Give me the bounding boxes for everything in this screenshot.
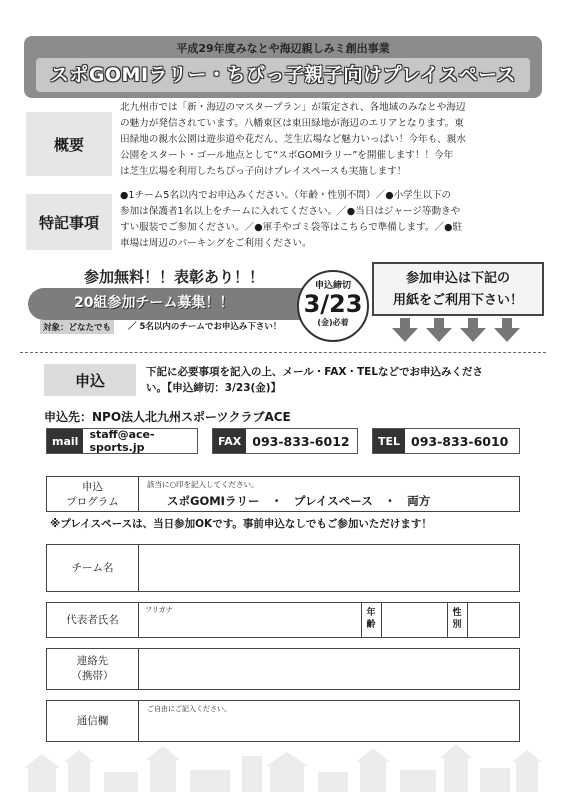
fax-contact (212, 428, 358, 454)
notes-text (120, 188, 540, 252)
tel-contact (372, 428, 520, 454)
team-name-row (46, 544, 520, 592)
cut-line (20, 352, 546, 353)
target-text: ／ 5名以内のチームでお申込み下さい！ (128, 322, 282, 332)
sex-label-2: 別 (452, 620, 462, 630)
program-row (46, 476, 520, 512)
notes-label: 特記事項 (26, 194, 112, 250)
furigana-label: フリガナ (145, 606, 173, 614)
overview-line: 公園をスタート・ゴール地点として“スポGOMIラリー”を開催します！！今年 (120, 150, 454, 161)
deadline-bottom: (金)必着 (317, 318, 349, 327)
program-label (47, 477, 139, 511)
age-field[interactable] (383, 603, 447, 637)
application-line-1: 下記に必要事項を記入の上、メール・FAX・TELなどでお申込みくださ (146, 366, 484, 378)
overview-label: 概要 (26, 112, 112, 176)
contact-row (46, 648, 520, 690)
overview-line: 田緑地の親水公園は遊歩道や花だん、芝生広場など魅力いっぱい！今年も、親水 (120, 134, 466, 145)
program-label-line-1: 申込 (82, 481, 103, 493)
apply-line-1: 参加申込は下記の (405, 271, 510, 286)
representative-name-field[interactable] (141, 603, 361, 637)
program-options[interactable]: スポGOMIラリー ・ プレイスペース ・ 両方 (167, 494, 431, 508)
application-text (146, 364, 542, 396)
program-note: 該当に○印を記入してください。 (147, 480, 259, 489)
contact-label (47, 649, 139, 689)
age-label-2: 齢 (366, 620, 376, 630)
recruit-text: 20組参加チーム募集！！ (74, 295, 234, 311)
free-entry-heading: 参加無料！！表彰あり！！ (84, 268, 265, 286)
deadline-date: 3/23 (303, 290, 363, 318)
header-banner (24, 36, 542, 98)
communication-note: ご自由にご記入ください。 (147, 705, 231, 713)
arrow-down-icon (494, 318, 520, 342)
deadline-badge (297, 270, 369, 342)
age-label (365, 607, 377, 631)
mail-tag: mail (47, 429, 83, 453)
program-label-line-2: プログラム (66, 496, 119, 508)
event-subtitle: 平成29年度みなとや海辺親しみミ創出事業 (176, 42, 390, 55)
notes-line: ●1チーム5名以内でお申込みください。（年齢・性別不問）／●小学生以下の (120, 190, 452, 201)
apply-line-2: 用紙をご利用下さい！ (392, 293, 523, 308)
overview-line: の魅力が発信されています。八幡東区は東田緑地が海辺のエリアとなります。東 (120, 118, 464, 129)
divider (447, 603, 448, 637)
representative-row (46, 602, 520, 638)
divider (361, 603, 362, 637)
houses-decoration (24, 732, 542, 792)
arrow-down-icon (460, 318, 486, 342)
communication-label: 通信欄 (47, 701, 139, 741)
notes-line: 参加は保護者1名以上をチームに入れてください。／●当日はジャージ等動きや (120, 206, 461, 217)
sex-label (451, 607, 463, 631)
fax-number: 093-833-6012 (252, 433, 350, 449)
sex-field[interactable] (469, 603, 519, 637)
application-label: 申込 (44, 364, 136, 396)
application-line-2: い。【申込締切：3/23(金)】 (146, 382, 282, 394)
down-arrows (392, 318, 520, 342)
overview-line: は芝生広場を利用したちびっ子向けプレイスペースも実施します！ (120, 166, 407, 177)
event-title-bar (36, 58, 530, 92)
contact-label-2: （携帯） (71, 670, 114, 682)
contact-field[interactable] (141, 649, 519, 689)
tel-tag: TEL (373, 429, 405, 453)
organization: 申込先：NPO法人北九州スポーツクラブACE (44, 410, 291, 424)
representative-label: 代表者氏名 (47, 603, 139, 637)
arrow-down-icon (392, 318, 418, 342)
play-space-note: ※プレイスペースは、当日参加OKです。事前申込なしでもご参加いただけます！ (50, 518, 432, 530)
event-title: スポGOMIラリー・ちびっ子親子向けプレイスペース (49, 64, 517, 86)
team-name-field[interactable] (141, 545, 519, 591)
arrow-down-icon (426, 318, 452, 342)
team-name-label: チーム名 (47, 545, 139, 591)
tel-number: 093-833-6010 (411, 433, 509, 449)
age-label-1: 年 (366, 608, 376, 618)
fax-tag: FAX (213, 429, 246, 453)
notes-line: 車場は周辺のパーキングをご利用ください。 (120, 238, 312, 249)
notes-line: すい服装でご参加ください。／●軍手やゴミ袋等はこちらで準備します。／●駐 (120, 222, 463, 233)
divider (467, 603, 468, 637)
divider (381, 603, 382, 637)
deadline-top: 申込締切 (314, 281, 351, 291)
mail-address: staff@ace-sports.jp (89, 428, 155, 454)
apply-instruction-box (372, 262, 544, 316)
contact-label-1: 連絡先 (76, 655, 109, 667)
sex-label-1: 性 (452, 608, 462, 618)
target-tag: 対象：どなたでも (40, 320, 114, 334)
overview-text (120, 100, 540, 180)
mail-contact (46, 428, 198, 454)
overview-line: 北九州市では「新・海辺のマスタープラン」が策定され、各地域のみなとや海辺 (120, 102, 466, 113)
